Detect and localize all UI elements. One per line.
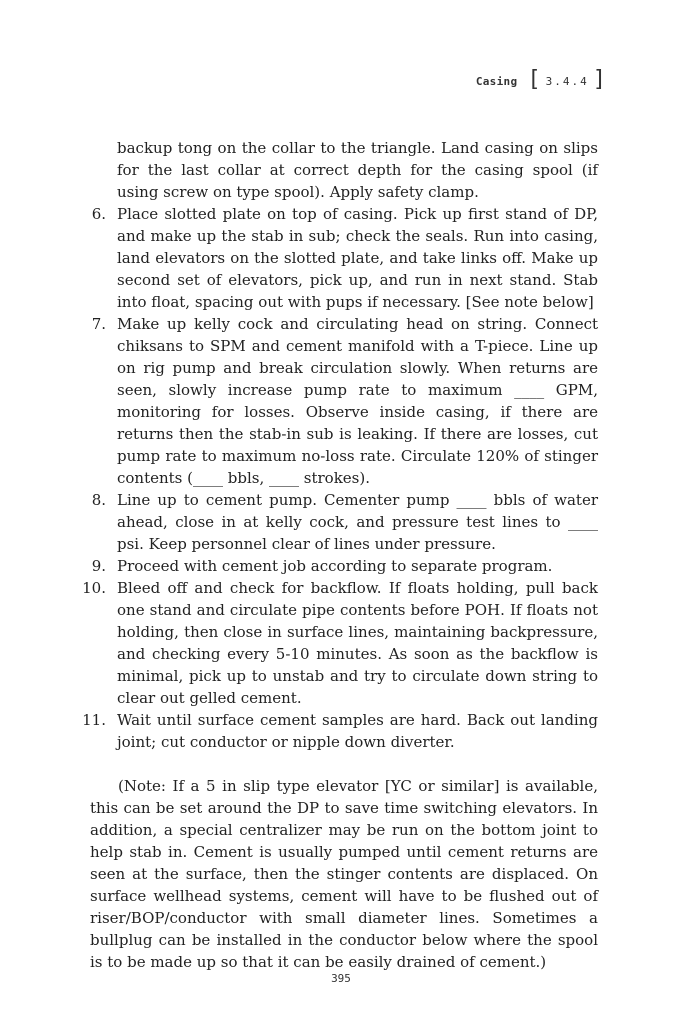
step-number: 7. [91, 315, 106, 333]
right-bracket: ] [592, 67, 606, 92]
left-bracket: [ [527, 67, 541, 92]
step-text: Make up kelly cock and circulating head on string. Connect chiksans to SPM and cement manifold with a T-piece. Line up on rig pump and break circulation slowly. When returns are seen, slowly increase pump rate to maximum ____ GPM, monitoring for losses. Observe inside casing, if there are returns then the stab-in sub is leaking. If there are losses, cut pump rate to maximum no-loss rate. Circulate 120% of stinger contents (____ bbls, ____ strokes). [117, 315, 598, 487]
step-number: 8. [91, 491, 106, 509]
running-header [475, 67, 606, 92]
section-title: Casing [475, 75, 518, 88]
step-item [90, 489, 598, 555]
step-text: Line up to cement pump. Cementer pump ____ bbls of water ahead, close in at kelly cock, and pressure test lines to ____ psi. Keep personnel clear of lines under pressure. [117, 491, 598, 553]
step-item [82, 709, 598, 753]
step-number: 6. [91, 205, 106, 223]
page-body [82, 137, 598, 988]
step-text: Wait until surface cement samples are hard. Back out landing joint; cut conductor or nipple down diverter. [117, 711, 598, 751]
step-text: Place slotted plate on top of casing. Pick up first stand of DP, and make up the stab in sub; check the seals. Run into casing, land elevators on the slotted plate, and take links off. Make up second set of elevators, pick up, and run in next stand. Stab into float, spacing out with pups if necessary. [See note below] [117, 205, 598, 311]
step-text: Proceed with cement job according to separate program. [117, 557, 553, 575]
step-number: 9. [91, 557, 106, 575]
step-item [90, 137, 598, 203]
step-number: 10. [82, 579, 106, 597]
step-item [90, 555, 598, 577]
step-item [90, 313, 598, 489]
step-item [82, 577, 598, 709]
note-paragraph: (Note: If a 5 in slip type elevator [YC or similar] is available, this can be set around the DP to save time switching elevators. In addition, a special centralizer may be run on the bottom joint to help stab in. Cement is usually pumped until cement returns are seen at the surface, then the stinger contents are displaced. On surface wellhead systems, cement will have to be flushed out of riser/BOP/conductor with small diameter lines. Sometimes a bullplug can be installed in the conductor below where the spool is to be made up so that it can be easily drained of cement.) [90, 777, 598, 971]
step-text: Bleed off and check for backflow. If floats holding, pull back one stand and circulate pipe contents before POH. If floats not holding, then close in surface lines, maintaining backpressure, and checking every 5-10 minutes. As soon as the backflow is minimal, pick up to unstab and try to circulate down string to clear out gelled cement. [117, 579, 598, 707]
page-number: 395 [331, 972, 351, 985]
step-number: 11. [82, 711, 106, 729]
section-number: 3.4.4 [545, 75, 589, 88]
step-item [90, 203, 598, 313]
step-text: backup tong on the collar to the triangle. Land casing on slips for the last collar at correct depth for the casing spool (if using screw on type spool). Apply safety clamp. [117, 139, 598, 201]
